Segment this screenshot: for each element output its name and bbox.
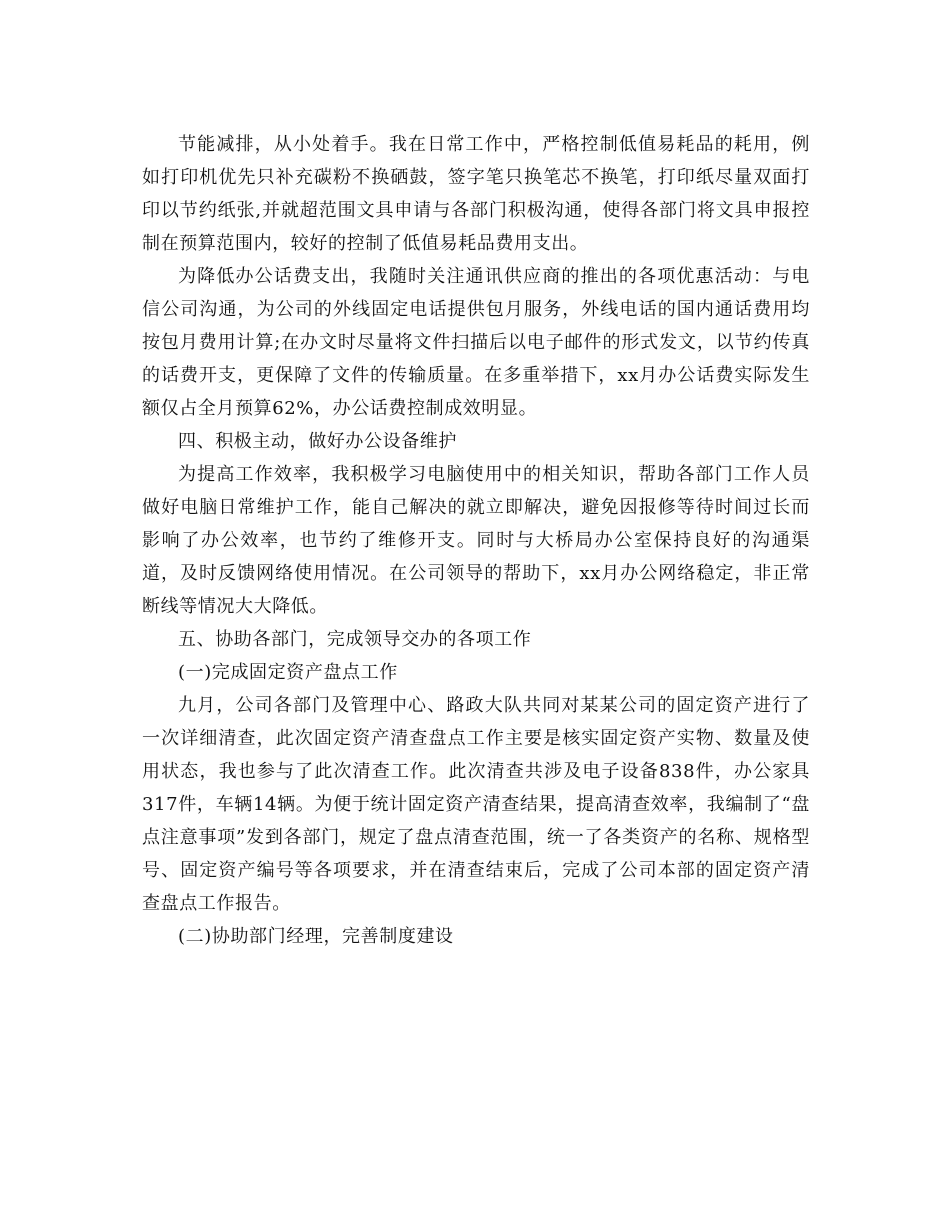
paragraph-asset-inventory: 九月，公司各部门及管理中心、路政大队共同对某某公司的固定资产进行了一次详细清查，此次固定资产清查盘点工作主要是核实固定资产实物、数量及使用状态，我也参与了此次清查工作。此次清查共涉及电子设备838件，办公家具317件，车辆14辆。为便于统计固定资产清查结果，提高清查效率，我编制了“盘点注意事项”发到各部门，规定了盘点清查范围，统一了各类资产的名称、规格型号、固定资产编号等各项要求，并在清查结束后，完成了公司本部的固定资产清查盘点工作报告。 [142,695,810,914]
document-body [142,128,810,953]
subsection-heading-system-building: (二)协助部门经理，完善制度建设 [178,926,454,947]
paragraph-computer-maintenance: 为提高工作效率，我积极学习电脑使用中的相关知识，帮助各部门工作人员做好电脑日常维护工作，能自己解决的就立即解决，避免因报修等待时间过长而影响了办公效率，也节约了维修开支。同时与大桥局办公室保持良好的沟通渠道，及时反馈网络使用情况。在公司领导的帮助下，xx月办公网络稳定，非正常断线等情况大大降低。 [142,464,810,617]
section-heading-assist-departments: 五、协助各部门，完成领导交办的各项工作 [178,629,532,650]
paragraph-phone-cost: 为降低办公话费支出，我随时关注通讯供应商的推出的各项优惠活动：与电信公司沟通，为公司的外线固定电话提供包月服务，外线电话的国内通话费用均按包月费用计算;在办文时尽量将文件扫描后以电子邮件的形式发文，以节约传真的话费开支，更保障了文件的传输质量。在多重举措下，xx月办公话费实际发生额仅占全月预算62%，办公话费控制成效明显。 [142,266,810,419]
section-heading-equipment-maintenance: 四、积极主动，做好办公设备维护 [178,431,457,452]
paragraph-energy-saving: 节能减排，从小处着手。我在日常工作中，严格控制低值易耗品的耗用，例如打印机优先只补充碳粉不换硒鼓，签字笔只换笔芯不换笔，打印纸尽量双面打印以节约纸张,并就超范围文具申请与各部门积极沟通，使得各部门将文具申报控制在预算范围内，较好的控制了低值易耗品费用支出。 [142,134,810,254]
subsection-heading-asset-inventory: (一)完成固定资产盘点工作 [178,662,398,683]
